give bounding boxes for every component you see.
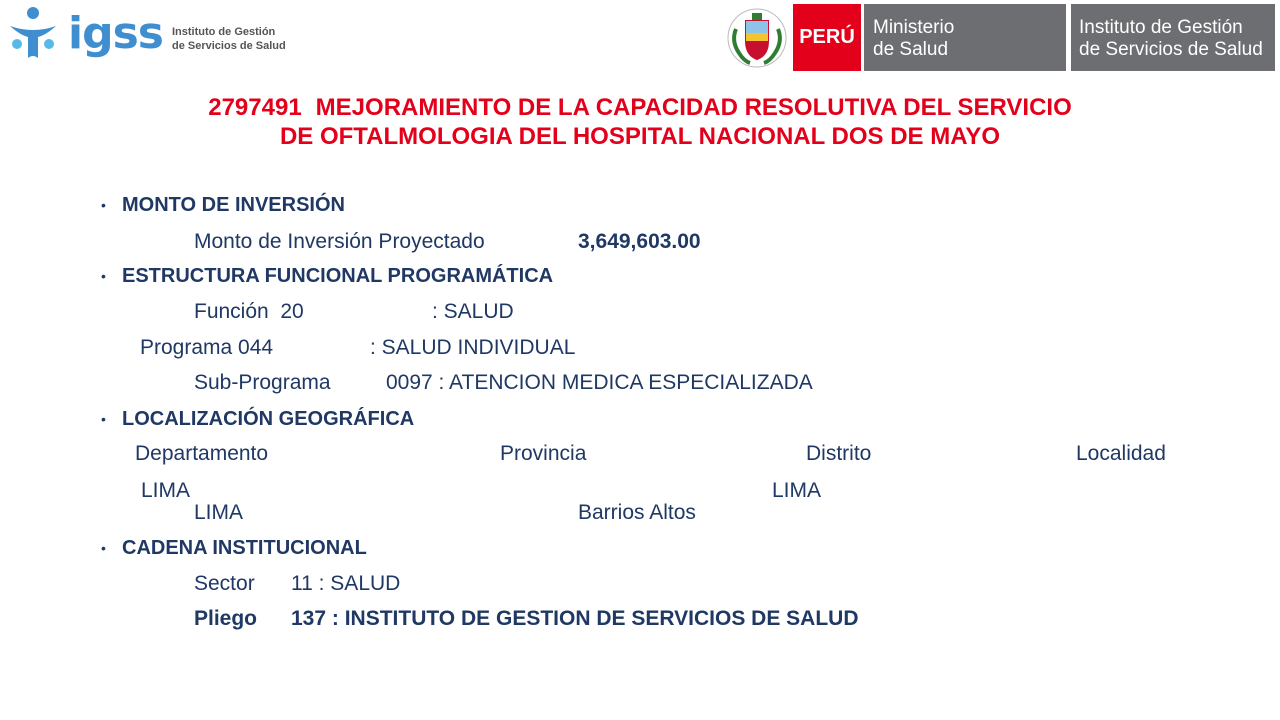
peru-coat-of-arms-icon bbox=[726, 5, 788, 71]
igss-logo bbox=[4, 4, 294, 64]
monto-heading: MONTO DE INVERSIÓN bbox=[122, 194, 345, 216]
bullet-icon: • bbox=[101, 268, 106, 284]
provincia-value: LIMA bbox=[194, 501, 244, 524]
ministerio-line1: Ministerio bbox=[873, 17, 955, 38]
cadena-heading: CADENA INSTITUCIONAL bbox=[122, 537, 367, 559]
bullet-icon: • bbox=[101, 411, 106, 427]
page-title bbox=[0, 93, 1280, 151]
igss-figure-icon bbox=[4, 4, 62, 62]
igss-wordmark: igss bbox=[68, 8, 163, 59]
instituto-line1: Instituto de Gestión bbox=[1079, 17, 1243, 38]
sector-label: Sector bbox=[194, 572, 255, 595]
subprograma-value: 0097 : ATENCION MEDICA ESPECIALIZADA bbox=[386, 371, 813, 394]
title-line1 bbox=[0, 93, 1280, 122]
distrito-value: LIMA bbox=[772, 479, 822, 502]
header-provincia: Provincia bbox=[500, 442, 587, 465]
pliego-label: Pliego bbox=[194, 607, 258, 630]
peru-label: PERÚ bbox=[793, 4, 861, 71]
title-line2: DE OFTALMOLOGIA DEL HOSPITAL NACIONAL DOS DE MAYO bbox=[279, 123, 1001, 150]
igss-subtitle-line1: Instituto de Gestión bbox=[172, 26, 276, 38]
igss-subtitle-line2: de Servicios de Salud bbox=[172, 40, 286, 52]
header-distrito: Distrito bbox=[806, 442, 872, 465]
departamento-value: LIMA bbox=[141, 479, 191, 502]
monto-label: Monto de Inversión Proyectado bbox=[194, 230, 485, 253]
bullet-icon: • bbox=[101, 540, 106, 556]
programa-value: : SALUD INDIVIDUAL bbox=[370, 336, 576, 359]
sector-value: 11 : SALUD bbox=[291, 572, 401, 595]
estructura-heading: ESTRUCTURA FUNCIONAL PROGRAMÁTICA bbox=[122, 265, 554, 287]
funcion-value: : SALUD bbox=[432, 300, 514, 323]
funcion-label: Función 20 bbox=[194, 300, 304, 323]
ministerio-line2: de Salud bbox=[873, 39, 949, 60]
instituto-gestion-box bbox=[1071, 4, 1275, 71]
programa-label: Programa 044 bbox=[140, 336, 274, 359]
ministerio-de-salud-box bbox=[864, 4, 1066, 71]
localizacion-heading: LOCALIZACIÓN GEOGRÁFICA bbox=[122, 408, 415, 430]
monto-value: 3,649,603.00 bbox=[578, 230, 701, 253]
header-departamento: Departamento bbox=[135, 442, 269, 465]
header-localidad: Localidad bbox=[1076, 442, 1166, 465]
title-text-line1: MEJORAMIENTO DE LA CAPACIDAD RESOLUTIVA DEL SERVICIO bbox=[315, 94, 1072, 121]
subprograma-label: Sub-Programa bbox=[194, 371, 331, 394]
project-code: 2797491 bbox=[208, 94, 302, 121]
pliego-value: 137 : INSTITUTO DE GESTION DE SERVICIOS DE SALUD bbox=[291, 607, 859, 630]
localidad-value: Barrios Altos bbox=[578, 501, 696, 524]
instituto-line2: de Servicios de Salud bbox=[1079, 39, 1263, 60]
bullet-icon: • bbox=[101, 197, 106, 213]
